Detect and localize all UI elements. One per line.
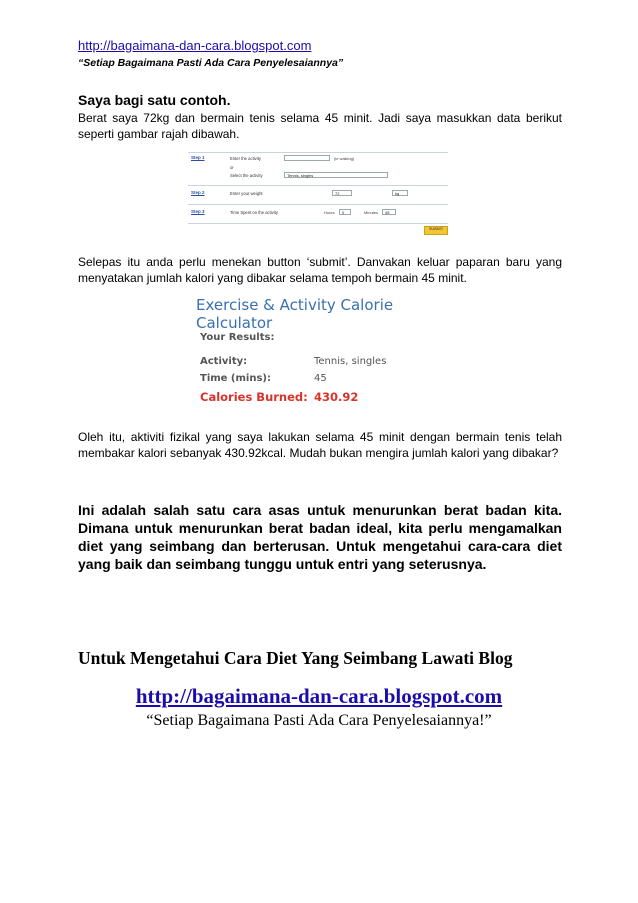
select-activity-label: Select the activity <box>230 173 263 178</box>
activity-label: Activity: <box>200 356 248 367</box>
header-tagline: “Setiap Bagaimana Pasti Ada Cara Penyelesaiannya” <box>78 57 344 69</box>
activity-input <box>284 155 330 161</box>
step1-label: Step 1 <box>191 155 205 160</box>
footer-tagline: “Setiap Bagaimana Pasti Ada Cara Penyelesaiannya!” <box>146 712 492 729</box>
form-row-step2 <box>188 185 448 204</box>
calculator-title: Exercise & Activity Calorie Calculator <box>196 296 394 332</box>
hours-label: Hours <box>324 210 335 215</box>
or-label: or <box>230 165 234 170</box>
weight-paragraph: Berat saya 72kg dan bermain tenis selama 45 minit. Jadi saya masukkan data berikut seperti gambar rajah dibawah. <box>78 111 562 141</box>
footer-heading: Untuk Mengetahui Cara Diet Yang Seimbang Lawati Blog <box>78 648 513 668</box>
enter-weight-label: Enter your weight <box>230 191 263 196</box>
calories-label: Calories Burned: <box>200 390 308 404</box>
weight-input: 72 <box>332 190 352 196</box>
footer-blog-link[interactable]: http://bagaimana-dan-cara.blogspot.com <box>135 684 503 708</box>
activity-hint: (ie walking) <box>334 156 355 161</box>
conclusion-paragraph: Ini adalah salah satu cara asas untuk menurunkan berat badan kita. Dimana untuk menurunkan berat badan ideal, kita perlu mengamalkan diet yang seimbang dan berterusan. Untuk mengetahui cara-cara diet yang baik dan seimbang tunggu untuk entri yang seterusnya. <box>78 502 562 572</box>
activity-select: Tennis, singles <box>284 172 388 178</box>
weight-unit-select: kg <box>392 190 408 196</box>
minutes-select: 45 <box>382 209 396 215</box>
time-value: 45 <box>314 373 327 384</box>
example-heading: Saya bagi satu contoh. <box>78 92 231 108</box>
hours-select: 0 <box>339 209 351 215</box>
form-row-step3 <box>188 204 448 224</box>
calculator-form-image <box>188 152 448 234</box>
submit-paragraph: Selepas itu anda perlu menekan button ‘submit’. Danvakan keluar paparan baru yang menyatakan jumlah kalori yang dibakar selama tempoh bermain 45 minit. <box>78 255 562 285</box>
step2-label: Step 2 <box>191 190 205 195</box>
result-paragraph: Oleh itu, aktiviti fizikal yang saya lakukan selama 45 minit dengan bermain tenis telah membakar kalori sebanyak 430.92kcal. Mudah bukan mengira jumlah kalori yang dibakar? <box>78 430 562 460</box>
time-spent-label: Time Spent on the activity <box>230 210 279 215</box>
results-label: Your Results: <box>200 332 275 343</box>
activity-value: Tennis, singles <box>314 356 387 367</box>
calculator-result-image <box>190 292 460 404</box>
time-label: Time (mins): <box>200 373 271 384</box>
enter-activity-label: Enter the activity <box>230 156 261 161</box>
submit-button-image: SUBMIT <box>424 226 448 235</box>
calories-value: 430.92 <box>314 390 359 404</box>
header-blog-link[interactable]: http://bagaimana-dan-cara.blogspot.com <box>78 38 312 53</box>
minutes-label: Minutes <box>364 210 379 215</box>
step3-label: Step 3 <box>191 209 205 214</box>
